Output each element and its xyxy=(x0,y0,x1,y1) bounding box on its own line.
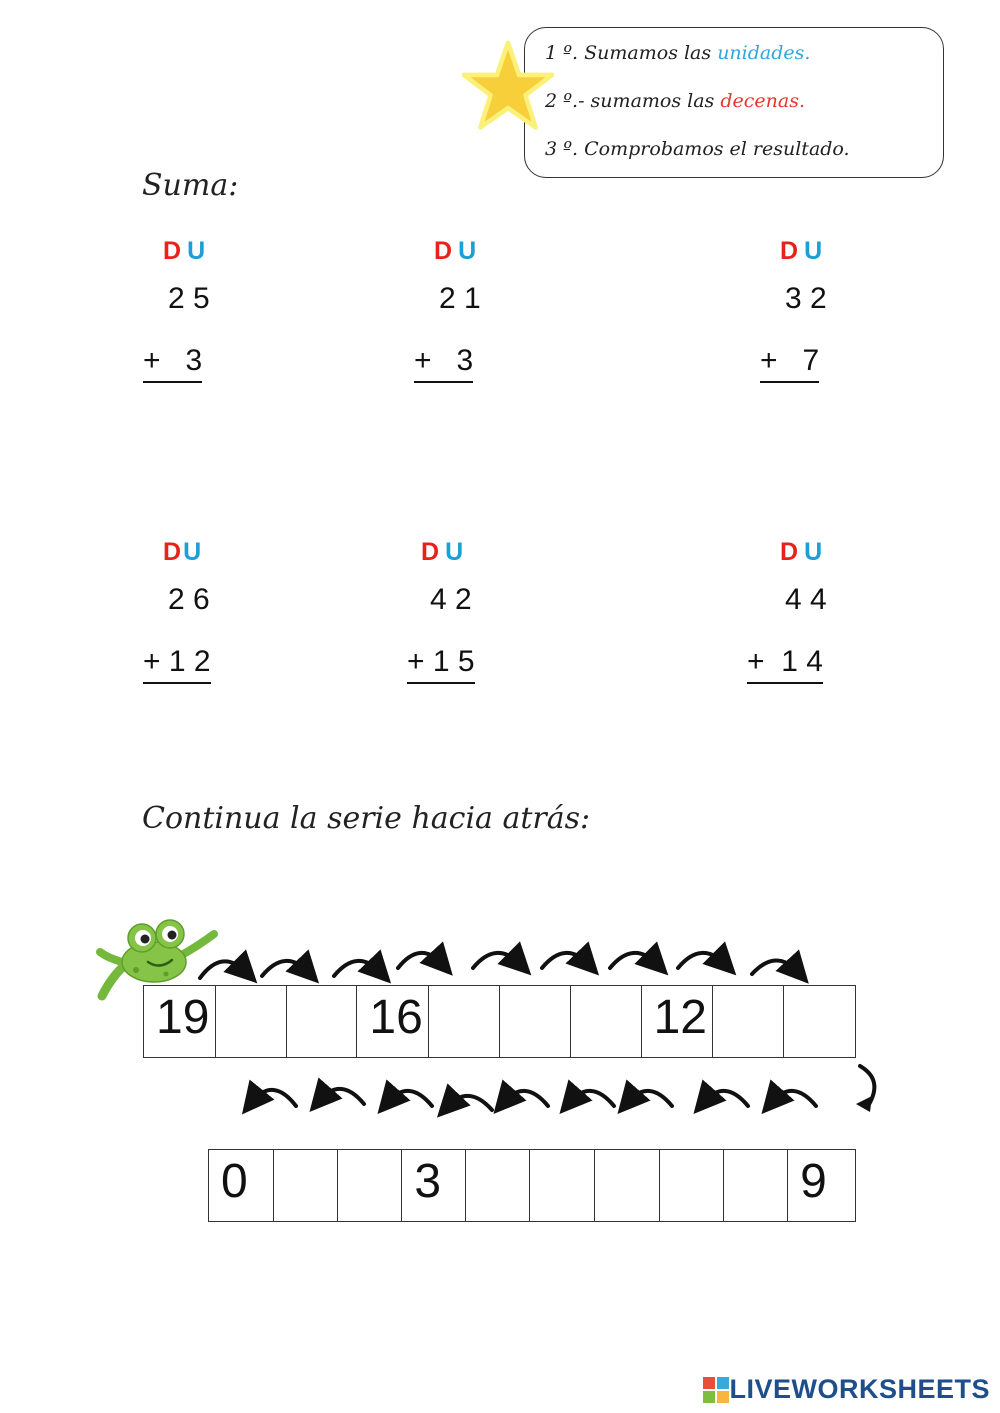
jump-arrow-icon xyxy=(200,961,246,978)
series-cell[interactable]: 0 xyxy=(209,1150,274,1221)
series-strip-bottom xyxy=(208,1149,856,1222)
logo-icon xyxy=(703,1377,729,1403)
place-value-header: DU xyxy=(163,538,202,566)
sum-top-number: 2 6 xyxy=(168,583,210,616)
series-cell[interactable] xyxy=(287,986,358,1057)
jump-arrow-icon xyxy=(542,953,588,968)
sum-addend: + 3 xyxy=(143,343,202,383)
series-cell[interactable] xyxy=(571,986,642,1057)
place-value-header: D U xyxy=(780,538,823,566)
series-cell[interactable]: 9 xyxy=(800,1155,827,1208)
series-cell[interactable] xyxy=(530,1150,595,1221)
jump-arrows-bottom xyxy=(240,1070,830,1120)
step-2: 2 º.- sumamos las decenas. xyxy=(545,90,805,112)
step-1: 1 º. Sumamos las unidades. xyxy=(545,42,811,64)
sum-addend: + 7 xyxy=(760,343,819,383)
jump-arrow-icon xyxy=(262,961,308,976)
liveworksheets-logo[interactable] xyxy=(703,1374,990,1405)
star-icon xyxy=(462,40,554,132)
series-cell[interactable] xyxy=(500,986,571,1057)
turn-arrow-icon xyxy=(850,1060,890,1116)
jump-arrow-icon xyxy=(504,1091,548,1106)
jump-arrow-icon xyxy=(628,1091,672,1106)
series-cell[interactable]: 19 xyxy=(144,986,216,1057)
jump-arrow-icon xyxy=(388,1091,432,1106)
series-cell[interactable] xyxy=(466,1150,530,1221)
sum-top-number: 4 4 xyxy=(785,583,827,616)
jump-arrow-icon xyxy=(704,1091,748,1106)
place-value-header: D U xyxy=(780,237,823,265)
sum-top-number: 3 2 xyxy=(785,282,827,315)
sum-top-number: 2 1 xyxy=(439,282,481,315)
series-cell[interactable]: 3 xyxy=(402,1150,466,1221)
place-value-header: D U xyxy=(434,237,477,265)
series-cell[interactable] xyxy=(429,986,500,1057)
sum-top-number: 2 5 xyxy=(168,282,210,315)
place-value-header: D U xyxy=(163,237,206,265)
series-cell[interactable] xyxy=(595,1150,660,1221)
place-value-header: D U xyxy=(421,538,464,566)
sum-heading: Suma: xyxy=(142,168,239,203)
jump-arrow-icon xyxy=(320,1089,364,1104)
series-strip-top xyxy=(143,985,856,1058)
jump-arrow-icon xyxy=(398,953,442,968)
sum-addend: + 1 5 xyxy=(407,644,475,684)
series-cell[interactable] xyxy=(216,986,287,1057)
series-cell[interactable] xyxy=(274,1150,338,1221)
jump-arrow-icon xyxy=(772,1091,816,1106)
jump-arrow-icon xyxy=(448,1096,492,1110)
series-heading: Continua la serie hacia atrás: xyxy=(142,801,591,836)
jump-arrow-icon xyxy=(334,961,380,976)
sum-addend: + 1 4 xyxy=(747,644,823,684)
series-cell[interactable]: 16 xyxy=(357,986,429,1057)
step-3: 3 º. Comprobamos el resultado. xyxy=(545,138,850,160)
logo-text: LIVEWORKSHEETS xyxy=(729,1374,990,1404)
jump-arrow-icon xyxy=(570,1091,614,1106)
series-cell[interactable] xyxy=(338,1150,403,1221)
series-cell[interactable] xyxy=(660,1150,725,1221)
series-cell[interactable]: 12 xyxy=(642,986,714,1057)
series-cell[interactable] xyxy=(713,986,784,1057)
jump-arrow-icon xyxy=(610,953,657,968)
jump-arrow-icon xyxy=(252,1090,296,1106)
series-cell[interactable] xyxy=(724,1150,788,1221)
sum-top-number: 4 2 xyxy=(430,583,472,616)
series-cell[interactable] xyxy=(784,986,855,1057)
jump-arrow-icon xyxy=(678,953,725,968)
jump-arrow-icon xyxy=(752,960,798,974)
sum-addend: + 3 xyxy=(414,343,473,383)
jump-arrows-top xyxy=(190,938,820,986)
sum-addend: + 1 2 xyxy=(143,644,211,684)
jump-arrow-icon xyxy=(473,953,520,968)
